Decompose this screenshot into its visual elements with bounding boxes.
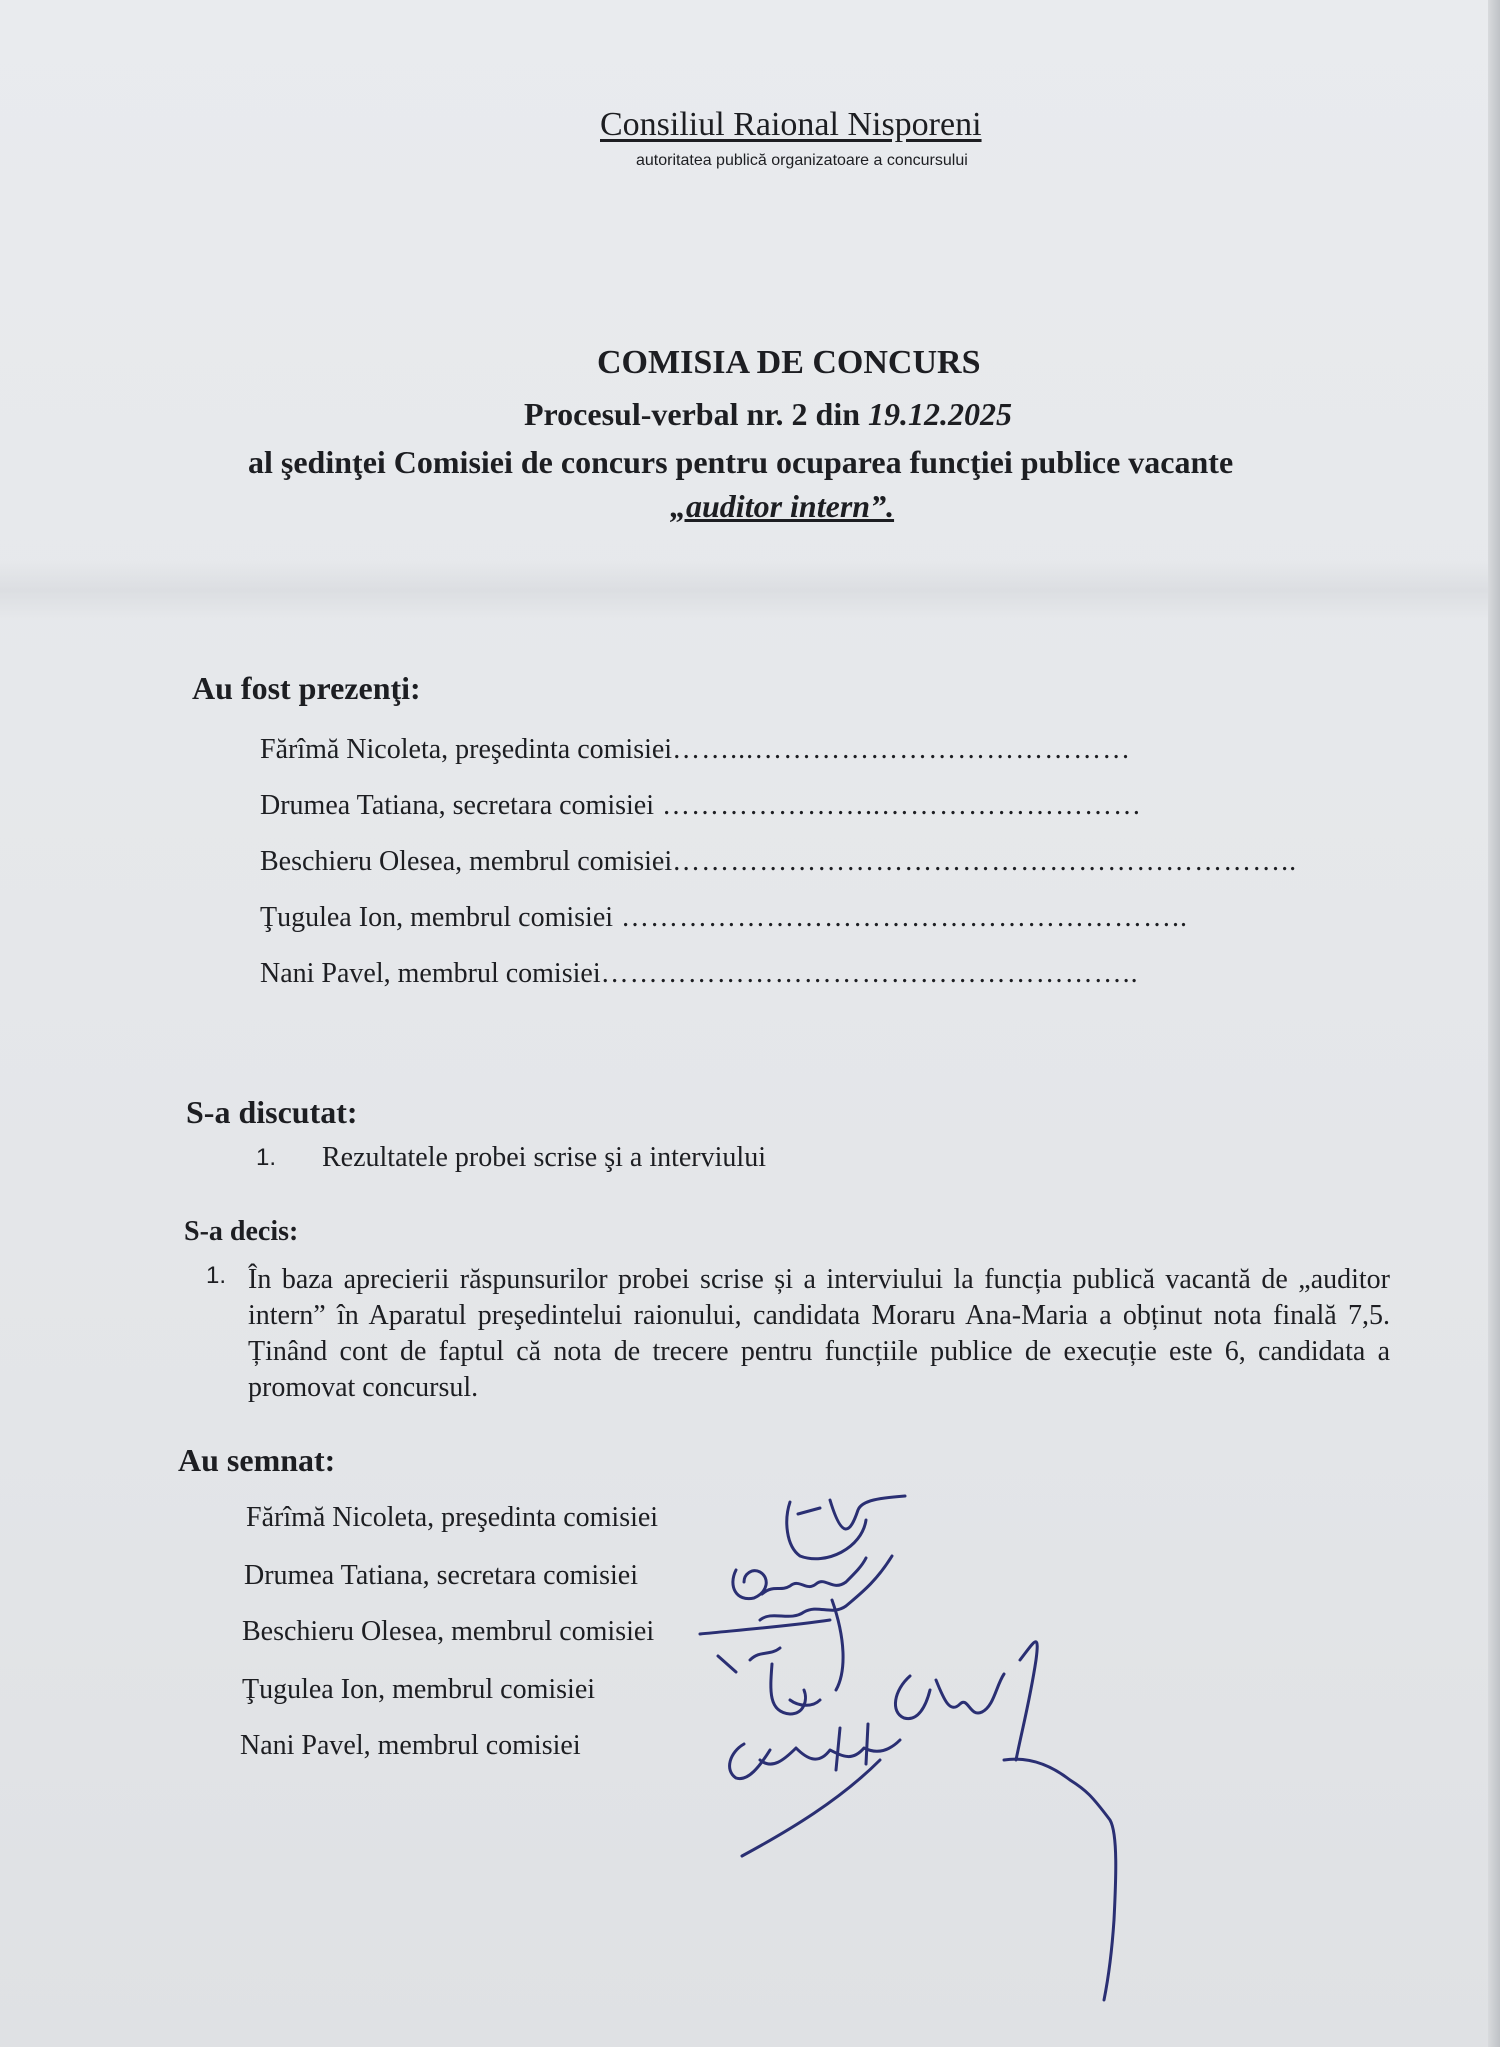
- signature-pavel: [895, 1642, 1115, 2000]
- signature-beschieru: [700, 1556, 892, 1690]
- present-member-name: Drumea Tatiana, secretara comisiei: [260, 790, 654, 821]
- minutes-date: 19.12.2025: [868, 396, 1013, 432]
- discussed-item-text: Rezultatele probei scrise şi a interviului: [322, 1142, 766, 1173]
- signer-name: Fărîmă Nicoleta, preşedinta comisiei: [246, 1502, 659, 1533]
- signed-heading: Au semnat:: [178, 1442, 336, 1478]
- organization-name: Consiliul Raional Nisporeni: [600, 106, 982, 143]
- commission-title: COMISIA DE CONCURS: [597, 344, 981, 381]
- signature-dotted-line: ………………………………………………………..: [672, 846, 1298, 877]
- signature-farima: [787, 1496, 905, 1559]
- present-member-name: Beschieru Olesea, membrul comisiei: [260, 846, 673, 877]
- signer-name: Ţugulea Ion, membrul comisiei: [242, 1674, 596, 1705]
- signer-name: Beschieru Olesea, membrul comisiei: [242, 1616, 655, 1647]
- signature-dotted-line: …………………..………………………: [654, 790, 1142, 821]
- discussed-item-number: 1.: [256, 1144, 277, 1171]
- signature-tugulea: [718, 1656, 820, 1714]
- signer-name: Drumea Tatiana, secretara comisiei: [244, 1560, 638, 1591]
- signature-drumea: [733, 1558, 866, 1599]
- present-heading: Au fost prezenţi:: [192, 670, 421, 706]
- present-member-name: Nani Pavel, membrul comisiei: [260, 958, 601, 989]
- signer-name: Nani Pavel, membrul comisiei: [240, 1730, 581, 1761]
- decided-heading: S-a decis:: [184, 1216, 299, 1247]
- signature-dotted-line: …………………………………………………..: [613, 902, 1189, 933]
- signature-nani: [730, 1724, 900, 1856]
- position-name: „auditor intern”.: [670, 488, 895, 524]
- discussed-heading: S-a discutat:: [186, 1094, 358, 1130]
- meeting-description: al şedinţei Comisiei de concurs pentru ocuparea funcţiei publice vacante: [248, 444, 1234, 480]
- organization-subtitle: autoritatea publică organizatoare a concursului: [636, 152, 968, 169]
- decision-paragraph: În baza aprecierii răspunsurilor probei scrise și a interviului la funcția publică vacantă de „auditor intern” în Aparatul preşedintelui raionului, candidata Moraru Ana-Maria a obținut nota finală 7,5. Ținând cont de faptul că nota de trecere pentru funcțiile publice de execuție este 6, candidata a promovat concursul.: [248, 1264, 1390, 1403]
- present-member-name: Ţugulea Ion, membrul comisiei: [260, 902, 614, 933]
- decided-item-number: 1.: [206, 1262, 227, 1289]
- present-member-name: Fărîmă Nicoleta, preşedinta comisiei: [260, 734, 673, 765]
- minutes-number: Procesul-verbal nr. 2 din: [524, 396, 869, 432]
- signature-dotted-line: ………………………………………………..: [600, 958, 1139, 989]
- signature-dotted-line: ……...…………………………………: [672, 734, 1132, 765]
